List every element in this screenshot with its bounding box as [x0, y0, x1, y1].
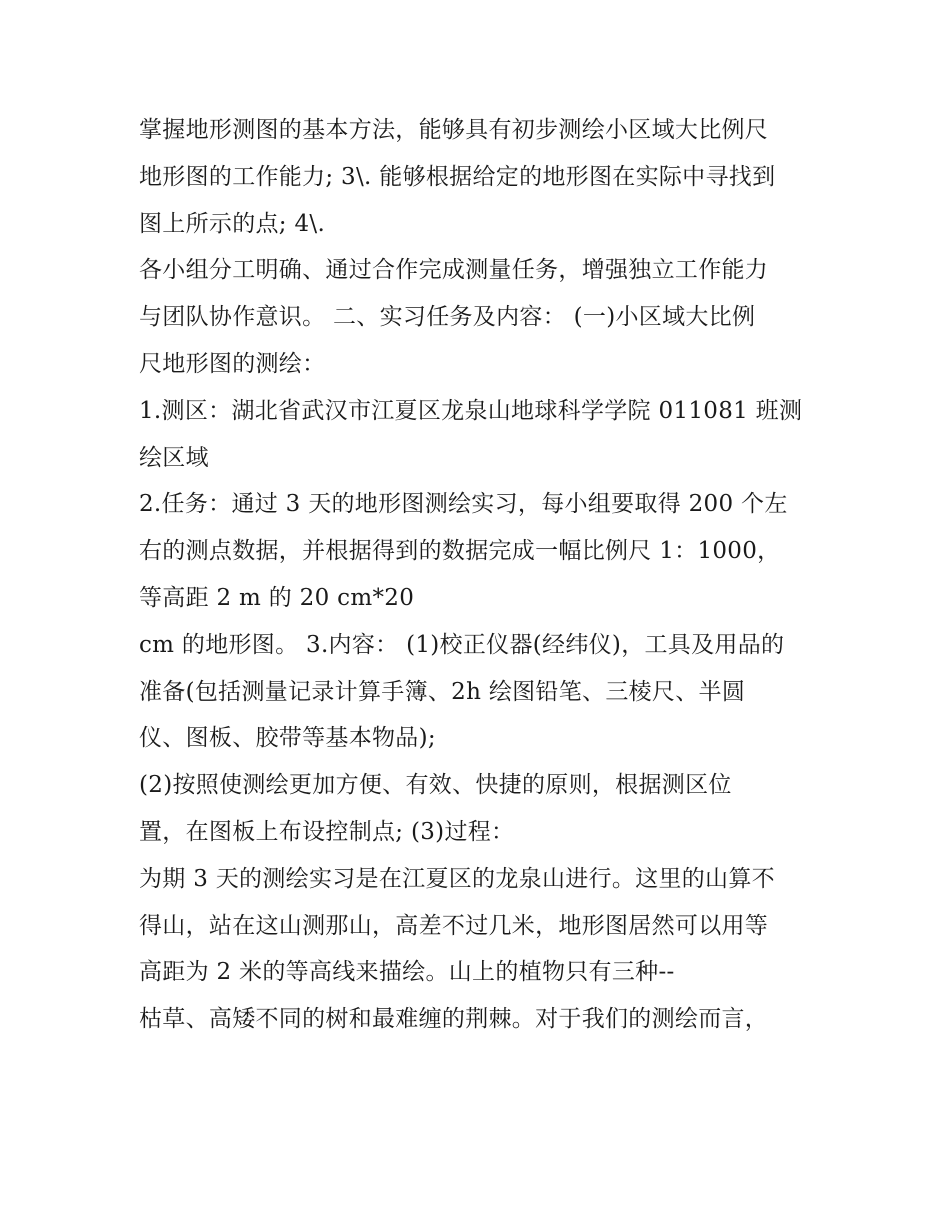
text-line: cm 的地形图。 3.内容： (1)校正仪器(经纬仪)，工具及用品的: [139, 631, 785, 658]
text-line: 为期 3 天的测绘实习是在江夏区的龙泉山进行。这里的山算不: [139, 865, 775, 892]
text-line: 高距为 2 米的等高线来描绘。山上的植物只有三种--: [139, 959, 675, 986]
text-line: 尺地形图的测绘：: [139, 350, 326, 377]
text-line: 2.任务：通过 3 天的地形图测绘实习，每小组要取得 200 个左: [139, 491, 788, 518]
text-line: 与团队协作意识。 二、实习任务及内容： (一)小区域大比例: [139, 304, 756, 331]
text-line: 右的测点数据，并根据得到的数据完成一幅比例尺 1：1000，: [139, 538, 781, 565]
text-line: 掌握地形测图的基本方法，能够具有初步测绘小区域大比例尺: [139, 117, 769, 143]
body-text: [139, 107, 829, 1043]
text-line: 地形图的工作能力; 3\. 能够根据给定的地形图在实际中寻找到: [139, 163, 776, 190]
text-line: 准备(包括测量记录计算手簿、2h 绘图铅笔、三棱尺、半圆: [139, 678, 746, 705]
text-line: 置，在图板上布设控制点; (3)过程：: [139, 818, 515, 845]
text-line: 绘区域: [139, 444, 209, 471]
text-line: (2)按照使测绘更加方便、有效、快捷的原则，根据测区位: [139, 772, 732, 799]
text-line: 仪、图板、胶带等基本物品);: [139, 725, 436, 752]
text-line: 1.测区：湖北省武汉市江夏区龙泉山地球科学学院 011081 班测: [139, 397, 803, 424]
text-line: 枯草、高矮不同的树和最难缠的荆棘。对于我们的测绘而言，: [139, 1006, 769, 1033]
text-line: 各小组分工明确、通过合作完成测量任务，增强独立工作能力: [139, 257, 769, 284]
text-line: 得山，站在这山测那山，高差不过几米，地形图居然可以用等: [139, 912, 769, 939]
text-line: 等高距 2 m 的 20 cm*20: [139, 584, 415, 611]
text-line: 图上所示的点; 4\.: [139, 210, 326, 237]
